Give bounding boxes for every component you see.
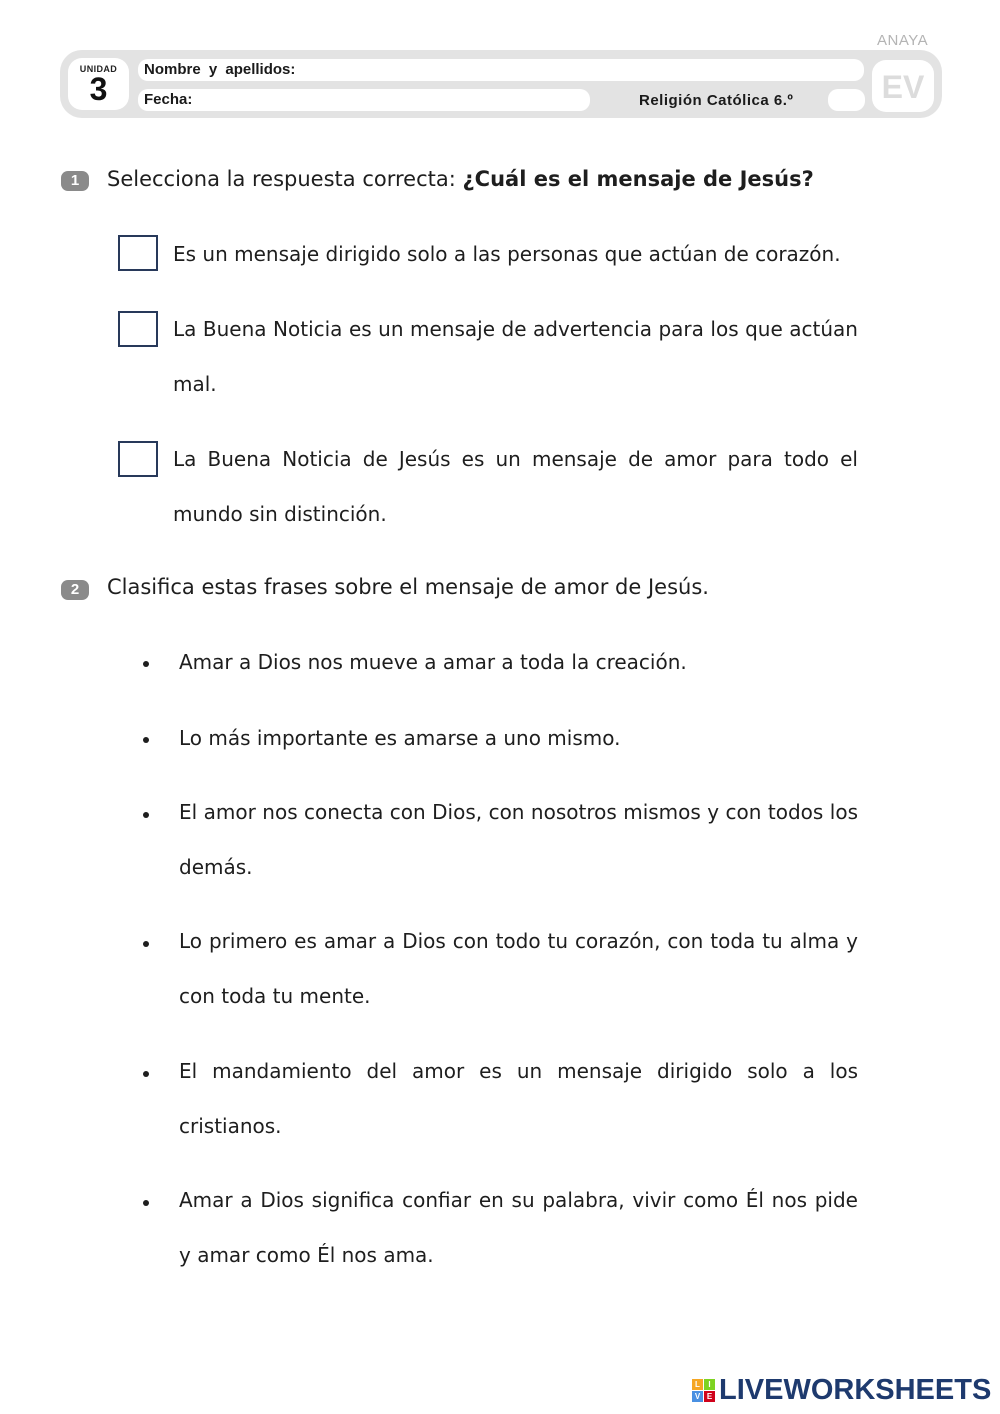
bullet-4 (143, 941, 149, 947)
date-label: Fecha: (144, 91, 193, 108)
statement-1[interactable]: Amar a Dios nos mueve a amar a toda la creación. (179, 650, 687, 674)
unit-number: 3 (89, 71, 108, 107)
question-1-prompt (107, 167, 814, 191)
statement-4[interactable]: Lo primero es amar a Dios con todo tu corazón, con toda tu alma y con toda tu mente. (179, 929, 858, 1008)
option-2-checkbox[interactable] (118, 311, 158, 347)
statement-3[interactable]: El amor nos conecta con Dios, con nosotros mismos y con todos los demás. (179, 800, 858, 879)
liveworksheets-icon (692, 1379, 715, 1402)
bullet-1 (143, 661, 149, 667)
name-field[interactable] (138, 59, 864, 81)
statement-5[interactable]: El mandamiento del amor es un mensaje dirigido solo a los cristianos. (179, 1059, 858, 1138)
date-field[interactable] (138, 89, 590, 111)
option-3-checkbox[interactable] (118, 441, 158, 477)
option-3-text: La Buena Noticia de Jesús es un mensaje de amor para todo el mundo sin distinción. (173, 447, 858, 526)
option-1-text: Es un mensaje dirigido solo a las personas que actúan de corazón. (173, 242, 841, 266)
name-label: Nombre y apellidos: (144, 61, 296, 78)
score-field[interactable] (828, 89, 865, 111)
question-number-2: 2 (61, 580, 89, 600)
unit-badge (68, 58, 129, 110)
bullet-5 (143, 1071, 149, 1077)
logo-tile-i: I (704, 1379, 715, 1390)
question-2-prompt: Clasifica estas frases sobre el mensaje de amor de Jesús. (107, 575, 709, 599)
subject-title: Religión Católica 6.º (639, 92, 794, 109)
bullet-6 (143, 1200, 149, 1206)
question-1-prompt-text: Selecciona la respuesta correcta: (107, 167, 463, 191)
liveworksheets-wordmark: LIVEWORKSHEETS (719, 1373, 992, 1406)
liveworksheets-logo (692, 1372, 991, 1408)
logo-tile-v: V (692, 1391, 703, 1402)
unit-label: UNIDAD (79, 64, 118, 74)
question-number-1: 1 (61, 171, 89, 191)
logo-tile-l: L (692, 1379, 703, 1390)
option-1-checkbox[interactable] (118, 235, 158, 271)
logo-tile-e: E (704, 1391, 715, 1402)
statement-2[interactable]: Lo más importante es amarse a uno mismo. (179, 726, 621, 750)
publisher-logo: ANAYA (877, 32, 929, 49)
bullet-2 (143, 737, 149, 743)
statement-6[interactable]: Amar a Dios significa confiar en su palabra, vivir como Él nos pide y amar como Él nos ama. (179, 1188, 858, 1267)
option-2-text: La Buena Noticia es un mensaje de advertencia para los que actúan mal. (173, 317, 858, 396)
bullet-3 (143, 812, 149, 818)
question-1-prompt-bold: ¿Cuál es el mensaje de Jesús? (462, 167, 814, 191)
ev-badge: EV (872, 60, 934, 112)
